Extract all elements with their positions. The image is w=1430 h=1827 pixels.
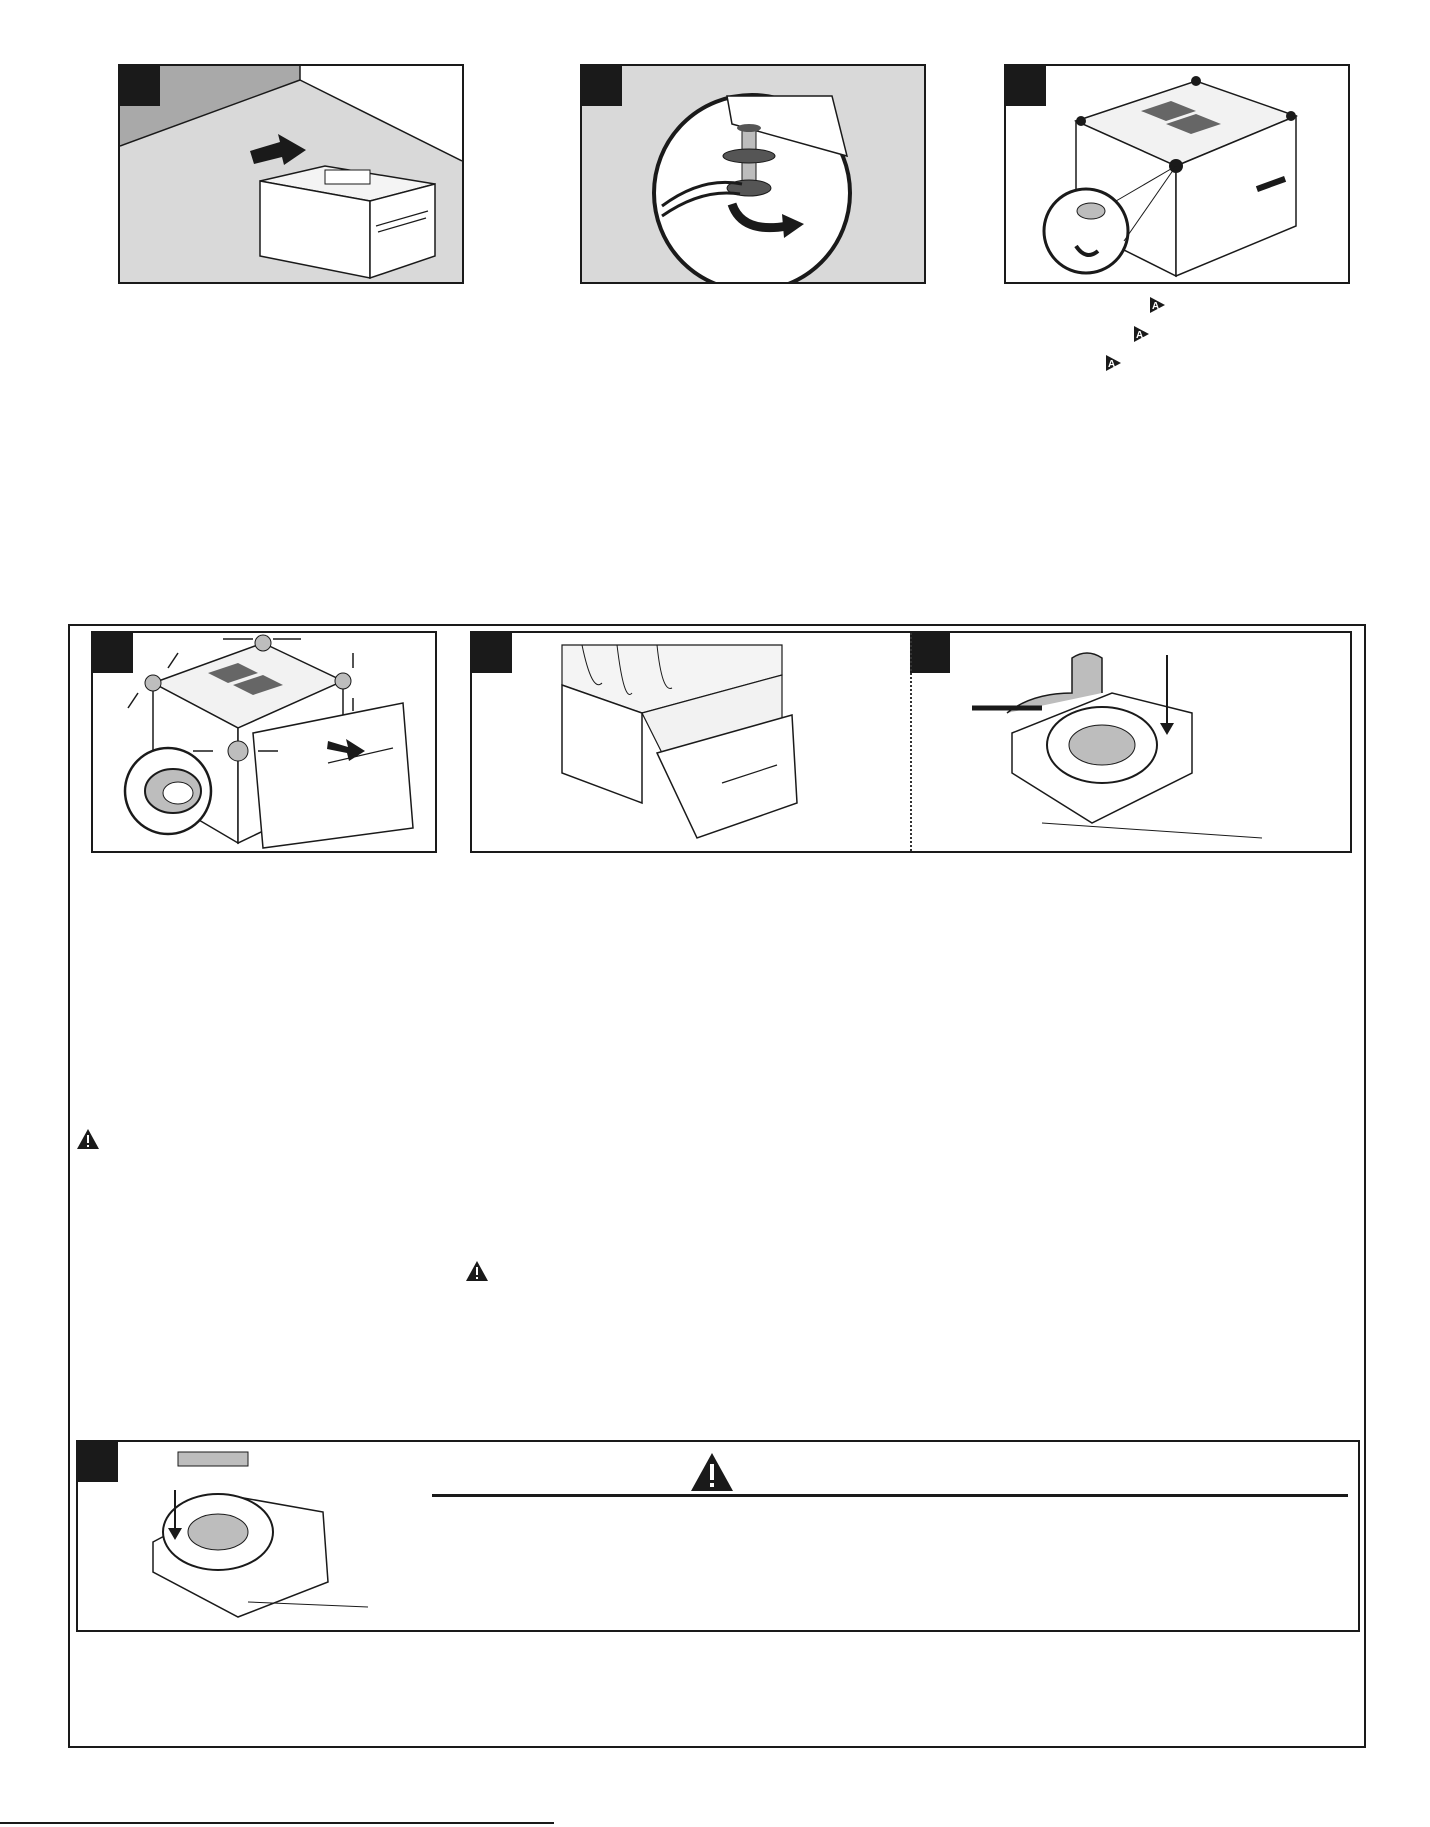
step-number-badge xyxy=(910,633,950,673)
warning-rule xyxy=(432,1494,1348,1497)
svg-text:A: A xyxy=(1136,330,1144,341)
svg-text:A: A xyxy=(1108,359,1116,370)
step-number-badge xyxy=(120,66,160,106)
push-arrow-icon xyxy=(250,134,306,165)
warning-triangle-icon xyxy=(690,1452,734,1492)
figure-pedestal-leveled xyxy=(1004,64,1350,284)
part-a-marker-icon xyxy=(1132,325,1150,343)
pedestal-top-view xyxy=(1006,66,1348,282)
figure-pedestal-mounting-points xyxy=(91,631,437,853)
down-arrow-icon xyxy=(1160,655,1174,735)
warning-box xyxy=(76,1440,1360,1632)
part-a-marker-icon xyxy=(1148,296,1166,314)
figure-adjust-leveling-leg xyxy=(580,64,926,284)
part-a-marker-icon xyxy=(1104,354,1122,372)
panel-divider xyxy=(910,633,912,851)
step-number-badge xyxy=(1006,66,1046,106)
svg-text:A: A xyxy=(1152,301,1160,312)
pedestal-bracket-illustration xyxy=(93,633,435,851)
bracket-closeup-illustration xyxy=(78,1442,378,1630)
pedestal-room-illustration xyxy=(120,66,462,282)
footer-rule xyxy=(0,1822,554,1824)
figure-washer-on-pedestal xyxy=(470,631,1352,853)
leveling-leg-closeup xyxy=(582,66,924,282)
step-number-badge xyxy=(93,633,133,673)
figure-push-pedestal-to-wall xyxy=(118,64,464,284)
step-number-badge xyxy=(582,66,622,106)
warning-triangle-icon xyxy=(465,1260,489,1282)
warning-triangle-icon xyxy=(76,1128,100,1150)
step-number-badge xyxy=(472,633,512,673)
